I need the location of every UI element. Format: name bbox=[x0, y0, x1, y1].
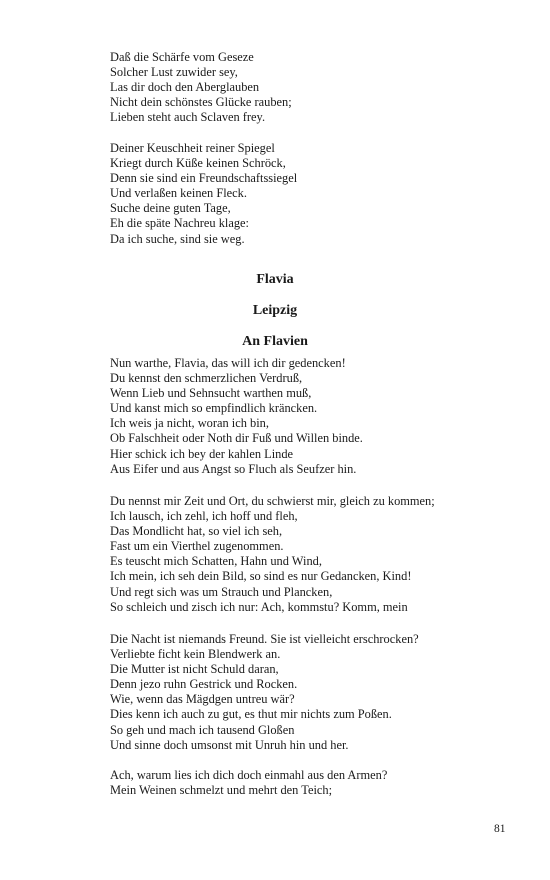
poem-title: An Flavien bbox=[242, 334, 308, 349]
verse-line: Die Mutter ist nicht Schuld daran, bbox=[110, 662, 279, 677]
verse-line: Ach, warum lies ich dich doch einmahl aus den Armen? bbox=[110, 768, 388, 782]
verse-line: Denn sie sind ein Freundschaftssiegel bbox=[110, 171, 298, 186]
verse-line: Ich lausch, ich zehl, ich hoff und fleh, bbox=[110, 509, 298, 524]
verse-line: Dies kenn ich auch zu gut, es thut mir nichts zum Poßen. bbox=[110, 707, 392, 722]
verse-line: Ich weis ja nicht, woran ich bin, bbox=[110, 416, 269, 431]
verse-line: Und verlaßen keinen Fleck. bbox=[110, 186, 247, 201]
verse-line: Das Mondlicht hat, so viel ich seh, bbox=[110, 524, 283, 539]
verse-line: Ich mein, ich seh dein Bild, so sind es nur Gedancken, Kind! bbox=[110, 569, 412, 584]
stanza bbox=[110, 632, 419, 753]
verse-line: Ob Falschheit oder Noth dir Fuß und Willen binde. bbox=[110, 431, 363, 446]
verse-line: Aus Eifer und aus Angst so Fluch als Seufzer hin. bbox=[110, 461, 357, 476]
verse-line: So schleich und zisch ich nur: Ach, kommstu? Komm, mein bbox=[110, 599, 408, 614]
verse-line: So geh und mach ich tausend Gloßen bbox=[110, 722, 295, 737]
verse-line: Du kennst den schmerzlichen Verdruß, bbox=[110, 371, 303, 386]
verse-line: Kriegt durch Küße keinen Schröck, bbox=[110, 156, 286, 171]
verse-line: Fast um ein Vierthel zugenommen. bbox=[110, 539, 284, 554]
stanza bbox=[110, 494, 435, 615]
stanza bbox=[110, 768, 387, 798]
verse-line: Und kanst mich so empfindlich kräncken. bbox=[110, 401, 318, 416]
stanza bbox=[110, 50, 292, 125]
verse-line: Und regt sich was um Strauch und Plancken, bbox=[110, 584, 333, 599]
verse-line: Da ich suche, sind sie weg. bbox=[110, 231, 245, 246]
verse-line: Wenn Lieb und Sehnsucht warthen muß, bbox=[110, 386, 312, 401]
verse-line: Mein Weinen schmelzt und mehrt den Teich; bbox=[110, 783, 333, 798]
verse-line: Verliebte ficht kein Blendwerk an. bbox=[110, 647, 281, 662]
verse-line: Eh die späte Nachreu klage: bbox=[110, 216, 249, 231]
stanza bbox=[110, 141, 297, 247]
verse-line: Daß die Schärfe vom Geseze bbox=[110, 50, 254, 64]
verse-line: Es teuscht mich Schatten, Hahn und Wind, bbox=[110, 554, 322, 569]
verse-line: Du nennst mir Zeit und Ort, du schwierst mir, gleich zu kommen; bbox=[110, 494, 435, 508]
verse-line: Denn jezo ruhn Gestrick und Rocken. bbox=[110, 677, 298, 692]
verse-line: Nicht dein schönstes Glücke rauben; bbox=[110, 95, 292, 110]
verse-line: Deiner Keuschheit reiner Spiegel bbox=[110, 141, 275, 155]
verse-line: Hier schick ich bey der kahlen Linde bbox=[110, 446, 294, 461]
verse-line: Nun warthe, Flavia, das will ich dir gedencken! bbox=[110, 356, 346, 370]
verse-line: Suche deine guten Tage, bbox=[110, 201, 231, 216]
verse-line: Wie, wenn das Mägdgen untreu wär? bbox=[110, 692, 295, 707]
section-heading: Flavia bbox=[256, 272, 294, 287]
verse-line: Und sinne doch umsonst mit Unruh hin und her. bbox=[110, 737, 349, 752]
verse-line: Lieben steht auch Sclaven frey. bbox=[110, 110, 266, 125]
stanza bbox=[110, 356, 363, 477]
verse-line: Die Nacht ist niemands Freund. Sie ist vielleicht erschrocken? bbox=[110, 632, 419, 646]
verse-line: Las dir doch den Aberglauben bbox=[110, 80, 260, 95]
page-number: 81 bbox=[494, 823, 506, 835]
verse-line: Solcher Lust zuwider sey, bbox=[110, 65, 238, 80]
place-heading: Leipzig bbox=[252, 303, 298, 318]
